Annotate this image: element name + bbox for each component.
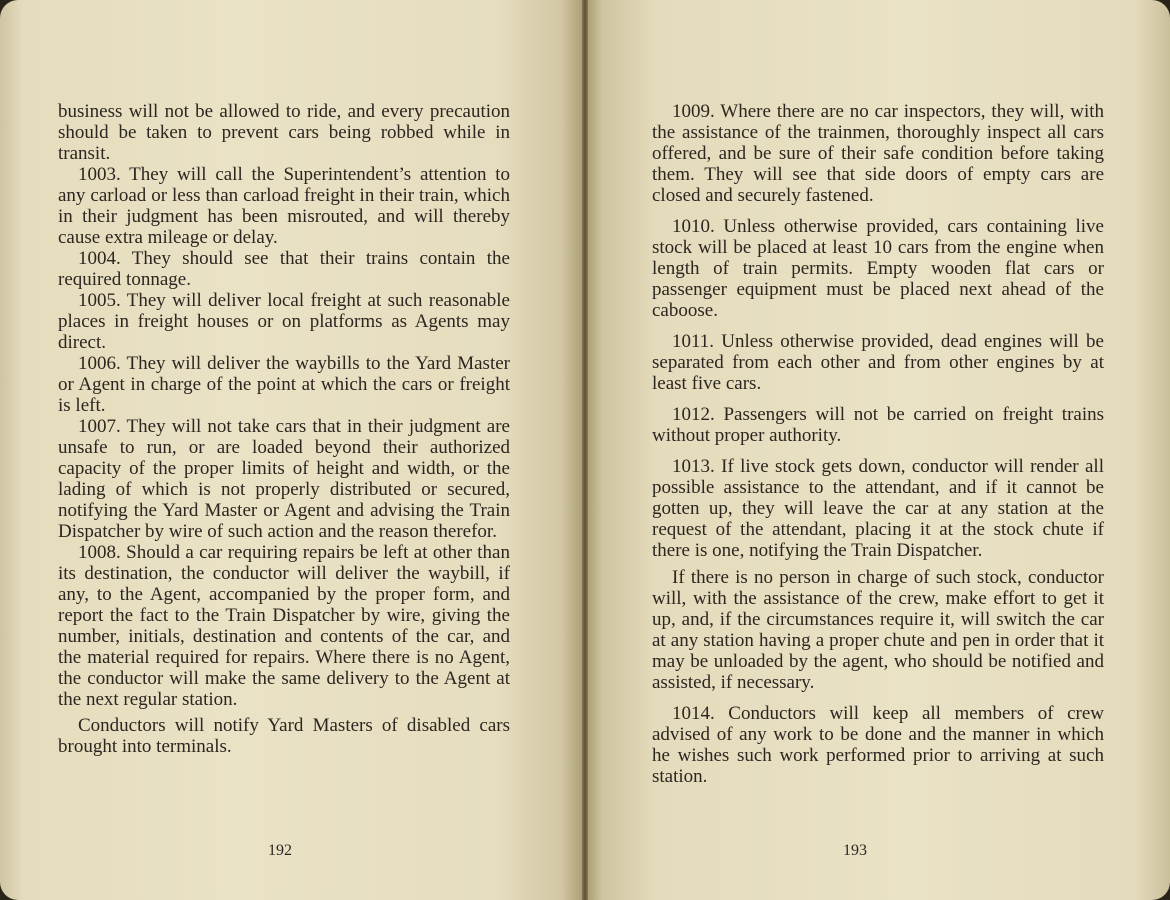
paragraph-1011: 1011. Unless otherwise provided, dead engines will be separated from each other and from other engines by at least five cars.: [652, 331, 1104, 394]
paragraph-1014: 1014. Conductors will keep all members of crew advised of any work to be done and the manner in which he wishes such work performed prior to arriving at such station.: [652, 703, 1104, 787]
paragraph-continuation: business will not be allowed to ride, and every precaution should be taken to prevent cars being robbed while in transit.: [58, 101, 510, 164]
page-number-right: 193: [843, 842, 867, 859]
paragraph-1004: 1004. They should see that their trains contain the required tonnage.: [58, 248, 510, 290]
page-number-left: 192: [268, 842, 292, 859]
paragraph-1005: 1005. They will deliver local freight at such reasonable places in freight houses or on platforms as Agents may direct.: [58, 290, 510, 353]
right-page: [585, 0, 1170, 900]
paragraph-1012: 1012. Passengers will not be carried on freight trains without proper authority.: [652, 404, 1104, 446]
paragraph-live-stock: If there is no person in charge of such stock, conductor will, with the assistance of the crew, make effort to get it up, and, if the circumstances require it, will switch the car at any station having a proper chute and pen in order that it may be unloaded by the agent, who should be notified and assisted, if necessary.: [652, 567, 1104, 693]
paragraph-1008: 1008. Should a car requiring repairs be left at other than its destination, the conductor will deliver the waybill, if any, to the Agent, accompanied by the proper form, and report the fact to the Train Dispatcher by wire, giving the number, initials, destination and contents of the car, and the material required for repairs. Where there is no Agent, the conductor will make the same delivery to the Agent at the next regular station.: [58, 542, 510, 710]
paragraph-1006: 1006. They will deliver the waybills to the Yard Master or Agent in charge of the point at which the cars or freight is left.: [58, 353, 510, 416]
book-gutter: [582, 0, 588, 900]
paragraph-1007: 1007. They will not take cars that in their judgment are unsafe to run, or are loaded beyond their authorized capacity of the proper limits of height and width, or the lading of which is not properly distributed or secured, notifying the Yard Master or Agent and advising the Train Dispatcher by wire of such action and the reason therefor.: [58, 416, 510, 542]
paragraph-disabled-cars: Conductors will notify Yard Masters of disabled cars brought into terminals.: [58, 715, 510, 757]
paragraph-1009: 1009. Where there are no car inspectors, they will, with the assistance of the trainmen, thoroughly inspect all cars offered, and be sure of their safe condition before taking them. They will see that side doors of empty cars are closed and securely fastened.: [652, 101, 1104, 206]
paragraph-1013: 1013. If live stock gets down, conductor will render all possible assistance to the attendant, and if it cannot be gotten up, they will leave the car at any station at the request of the attendant, placing it at the stock chute if there is one, notifying the Train Dispatcher.: [652, 456, 1104, 561]
paragraph-1003: 1003. They will call the Superintendent’s attention to any carload or less than carload freight in their train, which in their judgment has been misrouted, and will thereby cause extra mileage or delay.: [58, 164, 510, 248]
paragraph-1010: 1010. Unless otherwise provided, cars containing live stock will be placed at least 10 cars from the engine when length of train permits. Empty wooden flat cars or passenger equipment must be placed next ahead of the caboose.: [652, 216, 1104, 321]
